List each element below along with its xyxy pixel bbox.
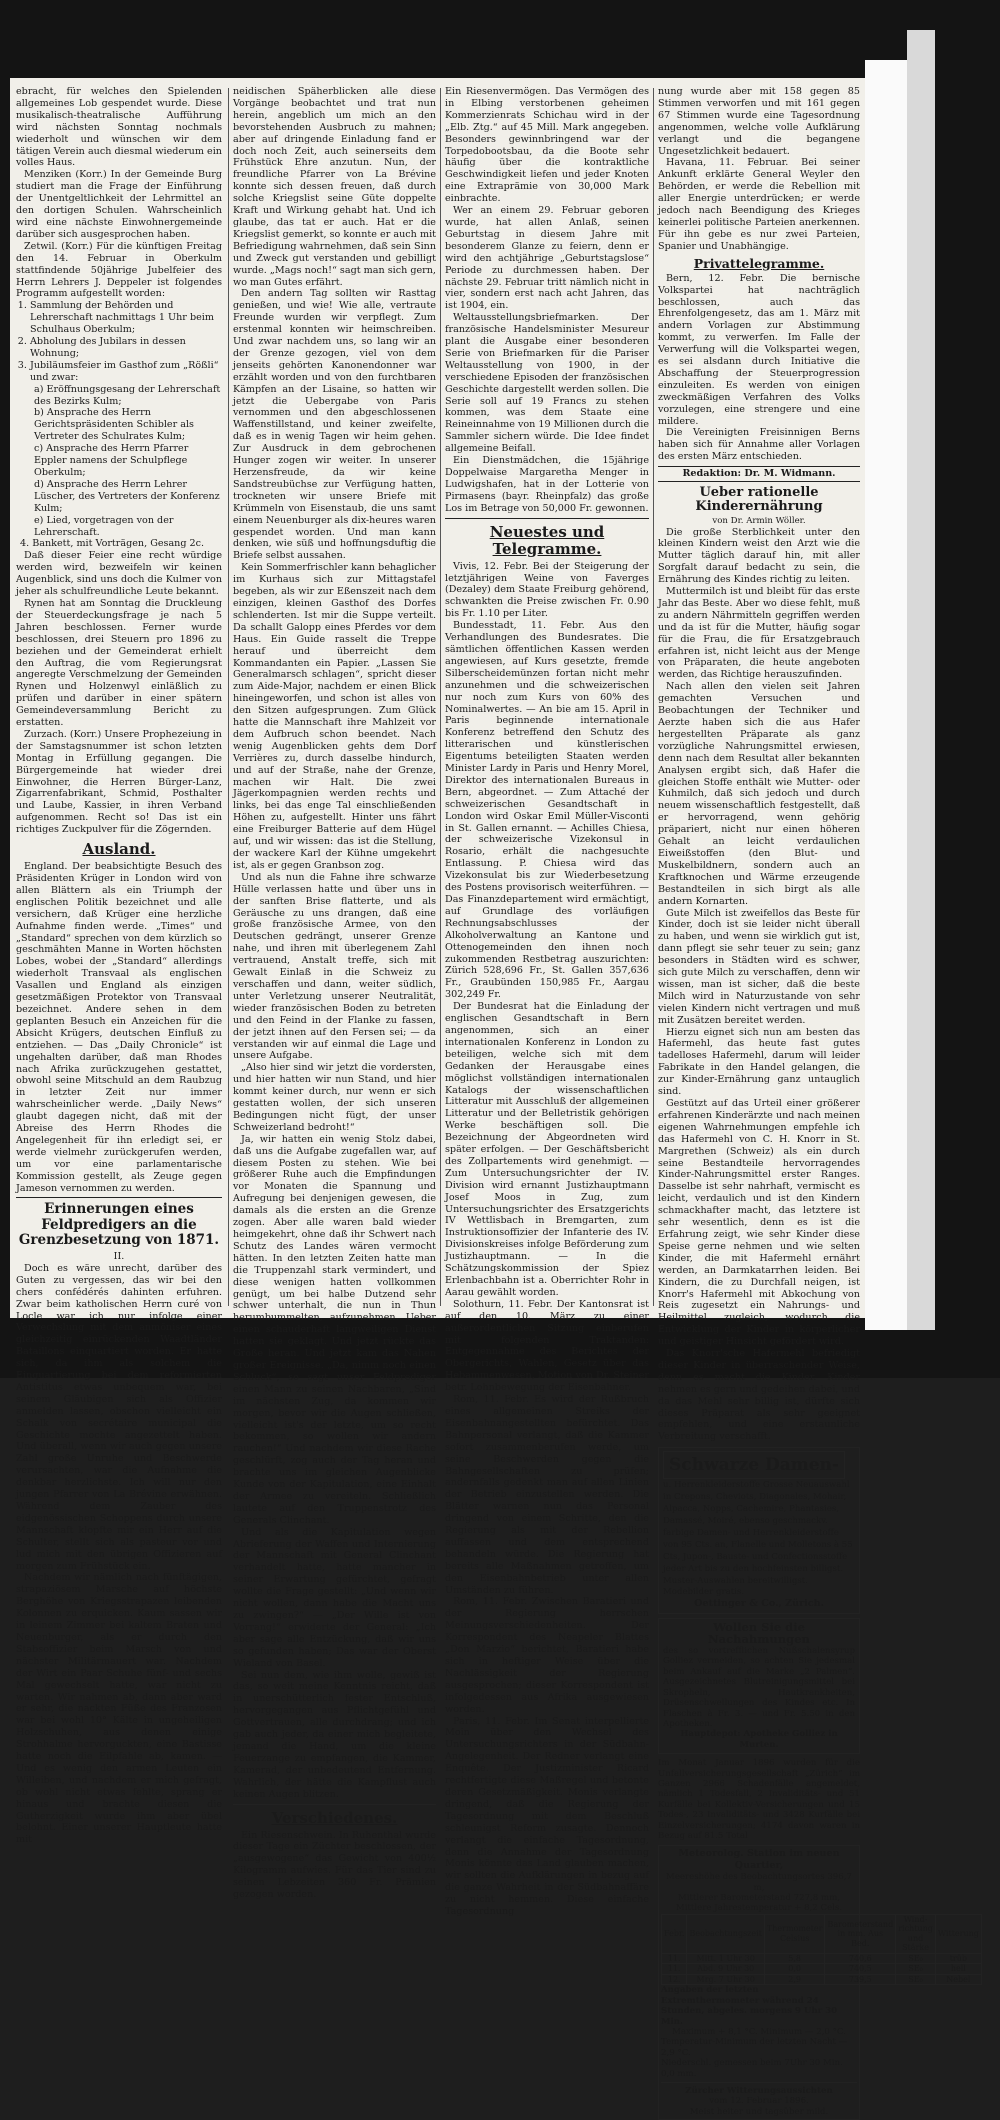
advertisement-golliez [658, 1618, 860, 1754]
weather-cell: 11. [662, 1953, 687, 1964]
column-4 [658, 86, 979, 2117]
weather-cell: 11. [662, 1964, 687, 1975]
column-2 [233, 86, 436, 1901]
feature-paragraph: Und als die Kapitulation wegen Abrieferung der Waffen und Internierung der Mannschaft mit General Clinchant verhandelt hatte, hatte mancher in seiner Erwartung gefürchtet, gefragt wollte die Frage gestellt: „Und wenn wir nicht wollen, dann habe die Macht uns zu zwingen?“ — „Der Wille ist von Vorrang!“ erwiderte der General: „Ich aber sage alle Entzückung, daß wir uns so gefunden haben; Das war der Oberst Wieland von Basel. [233, 1526, 436, 1669]
article-zetwil: Zetwil. (Korr.) Für die künftigen Freitag den 14. Februar in Oberkulm stattfindende 50jährige Jubelfeier des Herrn Lehrers J. Deppeler ist folgendes Programm aufgestellt worden: [16, 240, 222, 300]
divider [445, 518, 649, 519]
program-subitem: b) Ansprache des Herrn Gerichtspräsidenten Schibler als Vertreter des Schulrates Kulm; [34, 407, 194, 443]
telegram-rom: Rom, 11. Febr. Es wird der Rußbruch eines allgemeinen Streiks der Eisenbahnangestellten befürchtet. Das Bahnpersonal verlangt, daß die Kammer sofort zusammenberufen werde, um seine Beschwerden gegen die Bahngesellschaften zu prüfen; andernfalls gedenkt man auf allen Linien der Betrieb einzustellen werden. Die Blätter warnen nun das Personal dringend von einem Schritte, den die Regierung als mit der Rebellion auffassen und dem entsprechend behandeln würde. Die Regierung hat bereits alle Maßnahmen getroffen, um den Eisenbahnbetrieb unter allen Umständen zu führen. [445, 1394, 649, 1596]
forecast-text: Meist heiter und tagsüber mild. [689, 2106, 829, 2117]
divider [233, 1804, 436, 1805]
program-sublist [16, 384, 222, 539]
weather-cell: 5,8 [764, 1953, 825, 1964]
feature-paragraph: Doch es wäre unrecht, darüber des Guten zu vergessen, das wir bei den chers confédérés dahinten erfuhren. Zwar beim katholischen Herrn curé von Locle war ich nur infolge einer Verwechslung mit dem anmöniser eines gleichzeitig einrückenden Waadtländer Bataillons einquartiert worden. Er hatte sich, da ihm als solchem die Einquartierung bei dem reformierten Antistitus etwas unbequem war, bei seinem Gläubigen sich als Offizier anmelden lassen, obschon vielleicht ein Schalk von secrétaire municipal die Geschichte mochte angezettelt haben. Und überall, wenn wir auch gegen unsere Zahl große Unruhe und Beschwerde verursachten, war die Aufnahme die denkbar herzlichste. Ich will nur den jungen Pfarrer von La Brévine erwähnen. Während dem Zauber des eidgenössischen Schoppens durch unsere Mannschaft klopfte mir ein Herr auf die Schulter, stellt sich als pasteur vor und lud mich mit den übrigen Offizieren auf morgen zum Frühstück ein. [16, 1262, 222, 1572]
weather-note: Niederschl. gemessen beim 7Uhr 30 Min. 0,0 mm. [661, 2058, 843, 2079]
article-paragraph: Das Knorr'sche Hafermehl befriedigt dieser Kinder in überraschender Weise, denn es macht die Kinder. Kinder nehmen es gern und gedeihen dabei, und da das Mehl sehr billig ist, dürfte sich dieses Präparat als sehr geeignet empfehlen, und eine erstaunliche Verbreitung verschafft. [658, 1348, 861, 1443]
telegram-vivis: Vivis, 12. Febr. Bei der Steigerung der letztjährigen Weine von Faverges (Dezaley) dem Staate Freiburg gehörend, schwankten die Preise zwischen Fr. 0.90 bis Fr. 1.10 per Liter. [445, 560, 649, 620]
weather-note: Angaben der letzten Extremthermometer während 24 Stunden, abgeles. morgens 9 Uhr 30 Min. [661, 1985, 838, 2027]
article-briefmarken: Weltausstellungsbriefmarken. Der französische Handelsminister Mesureur plant die Ausgabe einer besonderen Serie von Briefmarken für die Pariser Weltausstellung von 1900, in der verschiedene Episoden der französischen Geschichte dargestellt werden sollen. Die Serie soll auf 19 Francs zu stehen kommen, was dem Staate eine Reineinnahme von 19 Millionen durch die Sammler sichern würde. Die Idee findet allgemeine Beifall. [445, 312, 650, 455]
weather-cell: 12. [662, 1974, 687, 1985]
telegram-bundesstadt: Bundesstadt, 11. Febr. Aus den Verhandlungen des Bundesrates. Die sämtlichen öffentlichen Kassen werden angewiesen, auf Kurs gesetzte, fremde Silberscheidemünzen fortan nicht mehr anzunehmen und die schweizerischen nur noch zum Kurs von 60% des Nominalwertes. — An bie am 15. April in Paris beginnende internationale Konferenz betreffend den Schutz des litterarischen und künstlerischen Eigentums beteiligten Staaten werden Minister Lardy in Paris und Henry Morel, Direktor des internationalen Bureaus in Bern, abgeordnet. — Zum Attaché der schweizerischen Gesandtschaft in London wird Oskar Emil Müller-Visconti in St. Gallen ernannt. — Achilles Chiesa, der schweizerische Vizekonsul in Rosario, erhält die nachgesuchte Entlassung. P. Chiesa wird das Vizekonsulat bis zur Wiederbesetzung des Postens provisorisch weiterführen. — Das Finanzdepartement wird ermächtigt, auf Grundlage des vorläufigen Rechnungsabschlusses der Alkoholverwaltung an Kantone und Ottenogemeinden den ihnen noch zukommenden Restbetrag auszurichten: Zürich 528,696 Fr., St. Gallen 357,636 Fr., Graubünden 150,985 Fr., Aargau 302,249 Fr. [445, 620, 649, 1001]
weather-subtitle: Mittlerer Barometerstand 727,8 mm, [677, 1893, 841, 1903]
weather-col-header: Wind-richtung und Stärke [896, 1914, 936, 1953]
feature-paragraph: neidischen Späherblicken alle diese Vorgänge beobachtet und trat nun herein, angeblich um mich an den bevorstehenden Ausbruch zu mahnen; aber auf dringende Einladung fand er doch noch Zeit, auch seinerseits dem Frühstück Ehre anzutun. Nun, der freundliche Pfarrer von La Brévine konnte sich dessen freuen, daß durch solche Kriegslist seine Güte doppelte Kraft und Wirkung gehabt hat. Und ich glaube, das tat er auch. Hat er die Kriegslist gemerkt, so konnte er auch mit Befriedigung wahrnehmen, daß sein Sinn und Zweck gut verstanden und gebilligt wurde. „Mags noch!“ sagt man sich gern, wo man Gutes erfährt. [233, 86, 436, 288]
article-paragraph: Muttermilch ist und bleibt für das erste Jahr das Beste. Aber wo diese fehlt, muß zu andern Nährmitteln gegriffen werden und da ist für die Mutter, häufig sogar für die Frau, die für Ersatzgebrauch erfahren ist, nicht leicht aus der Menge von Präparaten, die heute angeboten werden, das Richtige herauszufinden. [658, 586, 860, 681]
article-riesenvermoegen: Ein Riesenvermögen. Das Vermögen des in Elbing verstorbenen geheimen Kommerzienrats Schichau wird in der „Elb. Ztg.“ auf 45 Mill. Mark angegeben. Besonders gewinnbringend war der Torpedobootsbau, da die Boote sehr häufig über die kontraktliche Geschwindigkeit liefen und jeder Knoten eine Extraprämie von 30,000 Mark einbrachte. [445, 86, 649, 205]
ad-firm: Oettinger & Co., Zürich. [694, 1598, 824, 1610]
feature-heading: Erinnerungen eines Feldpredigers an die Grenzbesetzung von 1871. [18, 1201, 220, 1249]
feature-paragraph: Den andern Tag sollten wir Rasttag genießen, und wie! Wie alle, vertraute Freunde wurden wir verpflegt. Zum erstenmal konnten wir heimschreiben. Und zwar nachdem uns, so lang wir an der Grenze gezogen, viel von dem jenseits gehörten Kanonendonner war erzählt worden und von den furchtbaren Kämpfen an der Lisaine, so hatten wir jetzt die Uebergabe von Paris vernommen und den abgeschlossenen Waffenstillstand, und keiner zweifelte, daß es in wenig Tagen wir heim gehen. Zur Ausdruck in dem gebrochenen Hunger zogen wir weiter. In unserer Herzensfreude, da wir keine Sandstreubüchse zur Verfügung hatten, trockneten wir unsere Briefe mit Krümmeln von Eisenstaub, die uns samt einem Neuenburger als dix-heures waren gespendet worden. Und man kann denken, wie süß und hoffnungsduftig die Briefe selbst aussahen. [233, 288, 436, 562]
feature-paragraph: „Also hier sind wir jetzt die vordersten, und hier hatten wir nun Stand, und hier kommt keiner durch, nur wenn er sich gestatten wollen, der sich unseren Bedingungen nicht fügt, der unser Schweizerland bedroht!“ [233, 1062, 436, 1133]
forecast-title: Zürcher Witterungsaussichten [685, 2085, 833, 2096]
weather-cell: 740,6 [825, 1953, 896, 1964]
weather-row [662, 1974, 982, 1985]
feature-paragraph: Sei nun dem, wie ihm wolle, gewiß ist das, so weit meine Kenntnis reicht, daß in unerschütterlich fester Entschluß, hervorgegangen aus Pflichtgefühl und Gottvertrauen, alle durchdrang; und ich gab auch jeder, da einer mich begleitete, jemand die Hand, um die kleine Feuerzange zu empfangen, die Kammer, Kamerad, der unbedeutend Entfernung. Wahrlich, der hätte die Kampflust auch keinen Augen blitzen. [233, 1669, 436, 1800]
divider [16, 1197, 222, 1198]
column-3 [445, 86, 650, 1918]
weather-note: Maximum + 8,1 °C. Minimum — 2,0 °C. [672, 2026, 846, 2037]
article-rynen: Rynen hat am Sonntag die Druckleung der Steuerdeckungsfrage je nach 5 Jahren beschlossen. Ferner wurde beschlossen, drei Steuern pro 1896 zu beziehen und der Gemeinderat erhielt den Auftrag, die vom Regierungsrat angeregte Verschmelzung der Gemeinden Rynen und Holzenwyl einläßlich zu prüfen und darüber in einer spätern Gemeindeversammlung Bericht zu erstatten. [16, 597, 222, 729]
weather-cell: 739,5 [825, 1974, 896, 1985]
weather-col-header: Febr. [662, 1914, 687, 1953]
weather-cell: 2,9 [764, 1974, 825, 1985]
article-paragraph: Hierzu eignet sich nun am besten das Hafermehl, das heute fast gutes tadelloses Hafermehl, darum will leider Fabrikate in den Handel gelangen, die zur Kinder-Ernährung ganz untauglich sind. [658, 1026, 860, 1098]
weather-col-header: Beobachtungszeit [687, 1914, 764, 1953]
telegram-continued: nung wurde aber mit 158 gegen 85 Stimmen verworfen und mit 161 gegen 67 Stimmen wurde eine Tagesordnung angenommen, welche volle Aufklärung verlangt und die begangene Ungesetzlichkeit bedauert. [658, 86, 860, 157]
weather-col-header: Barometerstand in mm. Aus Bed. [825, 1914, 896, 1953]
telegram-solothurn: Solothurn, 11. Febr. Der Kantonsrat ist auf den 10. März zu einer außerordentlichen Sitzung einberufen mit folgenden Traktanden: Entgegennahme des Berichtes der Obergerichts, Wahlen, Gesetz über das Hebammenwesen, Motion von Dr. Steiner betr. Lohnbewegung der Eisenbahner. [445, 1298, 649, 1394]
telegram-paris: Paris, 11. Febr. Im Senat interpellierte Moin über den Wechsel des Untersuchungsrichters in der Südbahn-Angelegenheit. Der Redner verlangt eine Enquête. Der Justizminister Ricard rechtfertigte diese Maßregel und betonte deren Gesetzmäßigkeit. Monis verlangte dringend, daß die Regierung der Tagesordnung mit dem Beschluß schleunigst Reform zusagte. Dennoch verlangt die einfache Tagesordnung, denn die Annahme der Tagesordnung Monis könnte das Land glauben machen, wir sollten die Aufklärungen in bezug auf die ganze Wahrheit in der Südbahnaffäre zu nicht hemmen. Diese einfache Tagesordnung [445, 1715, 649, 1918]
article-paragraph: ebracht, für welches den Spielenden allgemeines Lob gespendet wurde. Diese musikalisch-theatralische Aufführung wird nächsten Sonntag nochmals wiederholt und wünschen wir dem tätigen Verein auch diesmal wiederum ein volles Haus. [16, 86, 222, 169]
weather-cell: 740,5 [825, 1964, 896, 1975]
divider [661, 2082, 857, 2083]
weather-cell: trüb [935, 1953, 981, 1964]
telegram-bundesrat: Der Bundesrat hat die Einladung der englischen Gesandtschaft in Bern angenommen, sich an einer internationalen Konferenz in London zu beteiligen, welche sich mit dem Gedanken der Herausgabe eines möglichst vollständigen internationalen Katalogs der wissenschaftlichen Litteratur mit Ausschluß der allgemeinen Litteratur und der Belletristik gehörigen Werke beschäftigen soll. Die Bezeichnung der Abgeordneten wird später erfolgen. — Der Geschäftsbericht des Zollpartements wird genehmigt. — Zum Untersuchungsrichter der IV. Division wird ernannt Justizhauptmann Josef Moos in Zug, zum Untersuchungsrichter des Ersatzgerichts IV Wettlisbach in Bremgarten, zum Instruktionsoffizier der Infanterie des IV. Divisionskreises infolge Beförderung zum Justizhauptmann. — In die Schätzungskommission der Spiez Erlenbachbahn ist a. Oberrichter Rohr in Aarau gewählt worden. [445, 1001, 649, 1298]
newspaper-page [10, 78, 979, 2117]
article-menziken: Menziken (Korr.) In der Gemeinde Burg studiert man die Frage der Einführung der Unentgeltlichkeit der Lehrmittel an den dortigen Schulen. Wahrscheinlich wird eine nächste Einwohnergemeinde darüber sich ausgesprochen haben. [16, 169, 222, 240]
weather-cell: Nebel [935, 1974, 981, 1985]
feature-paragraph: Ja, wir hatten ein wenig Stolz dabei, daß uns die Aufgabe zugefallen war, auf diesem Posten zu stehen. Wie bei größerer Ruhe auch die Empfindungen vor Monaten die Spannung und Aufregung bei denjenigen gewesen, die damals als die ersten an die Grenze zogen. Aber alle waren bald wieder heimgekehrt, ohne daß ihr Schwert nach Schutz des Landes wären vermocht hätten. In den letzten Zeiten hatte man die Truppenzahl stark vermindert, und diese wenigen hatten vollkommen genügt, um bei halbe Dutzend sehr schwer unterhalt, die nun in Thun herumbummelten, aufzunehmen. Ueber einen schauderhaft langweiligen Dienst hatten sie geklagt. Und jetzt rückte das Große heran. Und jetzt kam das Nahen großer Ereignisse. „Da, nimm noch einen Schluck“, so sagt unser Feldprediger einen Mann zu seinen Nachbaren, „Sind im nächsten Zug, da kommen wir morgen, bevor wir die Augen schließen, vielleicht ist's der letzte, um so recht bekommen, so wollen wir andern rauchen!“ Und nachdem wir diese Rache geschlürft, zog auch der Tag heran und brachte uns im gleichen Augenblicke Kunde von der Kapitulation, eine Einhalt der Armee zu vereiteln. Schließlich lautete auf den Truppenstrotz des Generals Clinchant. [233, 1133, 436, 1526]
program-item: 1. Sammlung der Behörden und Lehrerschaft nachmittags 1 Uhr beim Schulhaus Oberkulm; [30, 300, 222, 336]
section-heading-telegramme: Neuestes und Telegramme. [489, 522, 605, 558]
section-heading-ausland: Ausland. [82, 840, 156, 859]
article-heading-kinderernaehrung: Ueber rationelle Kinderernährung [695, 485, 823, 515]
feature-paragraph: Kein Sommerfrischler kann behaglicher im Kurhaus sich zur Mittagstafel begeben, als wir zur Eßenszeit nach dem einzigen, kleinen Gasthof des Dorfes schlenderten. Ist mir die Suppe verteilt. Da schallt Galopp eines Pferdes vor dem Haus. Ein Guide rasselt die Treppe herauf und überreicht dem Kommandanten ein Papier. „Lassen Sie Generalmarsch schlagen“, spricht dieser zum Aide-Major, nachdem er einen Blick hineingeworfen, und schon ist alles von den Sitzen aufgesprungen. Zum Glück hatte die Mannschaft ihre Mahlzeit vor dem Aufbruch schon beendet. Nach wenig Augenblicken gehts dem Dorf Verrières zu, durch dasselbe hindurch, und auf der Straße, nahe der Grenze, machen wir Halt. Die zwei Jägerkompagnien werden rechts und links, bei das enge Tal einschließenden Höhen zu, aufgestellt. Hinter uns fährt eine Freiburger Batterie auf dem Hügel auf, und wir wissen: das ist die Stellung, der wackere Karl der Kühne umgekehrt ist, als er gegen Granbson zog. [233, 562, 436, 871]
part-number: II. [113, 1250, 125, 1262]
program-item-4: 4. Bankett, mit Vorträgen, Gesang 2c. [20, 538, 205, 550]
weather-cell: Mitt. 1 Uhr 30 [687, 1953, 764, 1964]
section-heading-verschiedenes: Verschiedenes. [271, 1808, 398, 1827]
program-subitem: a) Eröffnungsgesang der Lehrerschaft des Bezirks Kulm; [34, 383, 221, 407]
weather-cell: SE₀ [896, 1964, 936, 1975]
ad-title: Schwarze Damen- [663, 1451, 845, 1479]
telegram-havana: Havana, 11. Februar. Bei seiner Ankunft erklärte General Weyler den Behörden, er werde die Rebellion mit aller Energie unterdrücken; er werde jedoch nach Beendigung des Krieges keinerlei politische Parteien anerkennen. Für ihn gebe es nur zwei Parteien, Spanier und Unabhängige. [658, 157, 860, 252]
ad-title: Wollen Sie die Nachahmungen [708, 1620, 810, 1647]
weather-cell: hell [935, 1964, 981, 1975]
article-paragraph: Die große Sterblichkeit unter den kleinen Kindern weist den Arzt wie die Mutter täglich darauf hin, mit aller Sorgfalt darauf bedacht zu sein, die Ernährung des Kindes richtig zu leiten. [658, 526, 860, 586]
article-paragraph: Gestützt auf das Urteil einer größerer erfahrenen Kinderärzte und nach meinen eigenen Wahrnehmungen empfehle ich das Hafermehl von C. H. Knorr in St. Margrethen (Schweiz) als ein durch seine Bestandteile hervorragendes Kinder-Nahrungsmittel erster Ranges. Dasselbe ist sehr nahrhaft, vermischt es leicht, verdaulich und ist den Kindern schmackhafter macht, das letztere ist sehr wesentlich, denn es ist die Erfahrung zeigt, wie sehr Kinder diese Speise gerne nehmen und wie selten Kinder, die mit Hafermehl ernährt werden, an Darmkatarrhen leiden. Bei Kindern, die zu Durchfall neigen, ist Knorr's Hafermehl mit Abkochung von Reis zugesetzt ein Nahrungs- und Heilmittel zugleich, wodurch die Entwicklung der Kinder in körperlicher und geistiger Hinsicht gefördert wird. [658, 1098, 860, 1348]
telegram-freisinnige: Die Vereinigten Freisinnigen Berns haben sich für Annahme aller Vorlagen des ersten März entschieden. [658, 427, 860, 463]
program-list [16, 300, 222, 383]
section-heading-privattelegramme: Privattelegramme. [693, 255, 825, 271]
column-rule [440, 88, 441, 1306]
weather-cell: Abd. 9 Uhr 30 [687, 1964, 764, 1975]
program-subitem: d) Ansprache des Herrn Lehrer Lüscher, des Vertreters der Konferenz Kulm; [34, 478, 220, 514]
column-rule [653, 88, 654, 1306]
article-zurzach: Zurzach. (Korr.) Unsere Prophezeiung in der Samstagsnummer ist schon letzten Montag in Erfüllung gegangen. Die Bürgergemeinde hat wieder drei Einwohner, die Herren Bürger-Lanz, Zigarrenfabrikant, Schmid, Posthalter und Laube, Kassier, in ihren Verband aufgenommen. Recht so! Das ist ein richtiges Zuckpulver für die Zögernden. [16, 728, 222, 836]
telegram-bern: Bern, 12. Febr. Die bernische Volkspartei hat nachträglich beschlossen, auch das Ehrenfolgengesetz, das am 1. März mit andern Vorlagen zur Abstimmung kommt, zu verwerfen. Im Falle der Verwerfung will die Volkspartei wegen, es sei alsdann durch Initiative die Abschaffung der Steuerprogression einzuleiten. Es werden von einigen zweckmäßigen Verfahren des Volks vorzulegen, eine strengere und eine mildere. [658, 272, 860, 427]
page-edge-shadow [907, 30, 935, 1330]
weather-note: Temperatur-Minimum der letzten Nacht — 2,9 °C. [661, 2037, 848, 2058]
article-riesenschwein: Ein Riesenschwein. In Ruhenthal wurde dieser Tage ein Züchter beschlossen, der „ausgewogene“ das Gewicht von 400½ Kilogramm aufwies. Für das Tier sind zu seinen Lebzeiten 360 Fr. Prämien gezogen worden. [233, 1829, 436, 1901]
article-paragraph: Gute Milch ist zweifellos das Beste für Kinder, doch ist sie leider nicht überall zu haben, und wenn sie wirklich gut ist, dann pflegt sie sehr teuer zu sein; ganz besonders in Städten wird es schwer, sich gute Milch zu verschaffen, denn wir wissen, man ist sicher, daß die beste Milch wird in Naturzustande von sehr vielen Kindern nicht vertragen und muß mit Zusätzen bereitet werden. [658, 907, 860, 1026]
telegram-rom: Rom, 11. Febr. Zwischen Baratieri und der Regierung herrschen Meinungsverschiedenheiten. Der Korrespondent des Neapeler Blattes „Don Marzio“ berichtet, Baratieri habe sich in heftiger Weise über die Nachlässigkeit der Regierung ausgesprochen; dieser Korrespondent ist infolgedessen aus Afrika ausgewiesen worden. [445, 1596, 649, 1715]
weather-subtitle: Meereshöhe des Beobachtungsortes 396,7 m, [666, 1872, 852, 1893]
advertisement-unfall: Im Monat Januar 1896 wurden für die Unfallversicherungsgesellschaft „Zürich“ im Ganzen 2966 Schadenfälle angemeldet, nämlich 1 Todesfall, 2 Invaliditäts- und 51 Kurfälle bei Kollektiv-Versicherungen und 15 Todes-, 23 Invaliditäts- und 3428 Kurfälle bei Einzelversicherungen; 4174 davon waren in Bezug auf 81.5 Total [658, 1758, 860, 1841]
weather-report [658, 1845, 979, 2120]
weather-table-header [662, 1914, 982, 1953]
weather-table [661, 1914, 982, 1986]
program-item: 2. Abholung des Jubilars in dessen Wohnung; [30, 336, 222, 360]
article-paragraph: Nach allen den vielen seit Jahren gemachten Versuchen und Beobachtungen der Techniker und Aerzte haben sich die aus Hafer hergestellten Präparate als ganz vorzügliche Nahrungsmittel erwiesen, denn nach dem Resultat aller bekannten Analysen ergibt sich, daß Hafer die gleichen Stoffe enthält wie Mutter- oder Kuhmilch, daß sich jedoch und durch neuem wissenschaftlich festgestellt, daß er hervorragend, wenn gehörig präpariert, nicht nur einen höheren Gehalt an leicht verdaulichen Eiweißstoffen (den Blut- und Muskelbildnern, sondern auch an Kraftknochen und Wärme erzeugende Bestandteilen in sich birgt als alle andern Kornarten. [658, 681, 860, 907]
editor-line: Redaktion: Dr. M. Widmann. [658, 466, 860, 482]
weather-cell: Mrg. 7 Uhr 30 [687, 1974, 764, 1985]
column-rule [228, 88, 229, 1306]
weather-col-header: Thermometer Celsius [764, 1914, 825, 1953]
article-dienstmaedchen: Ein Dienstmädchen, die 15jährige Doppelwaise Margaretha Menger in Ludwigshafen, hat in der Lotterie von Pirmasens (bayr. Rheinpfalz) das große Los im Betrage von 50,000 Fr. gewonnen. [445, 455, 649, 514]
feature-paragraph: Und als nun die Fahne ihre schwarze Hülle verlassen hatte und über uns in der sanften Brise flatterte, und als Geräusche zu uns drangen, daß eine große französische Armee, von den Deutschen gedrängt, unserer Grenze nahe, und ihren mit überlegenem Zahl vertrauend, Anstalt treffe, sich mit Gewalt Einlaß in die Schweiz zu verschaffen und dann, weiter südlich, unter Verletzung unserer Neutralität, wieder französischen Boden zu betreten und den Feind in der Flanke zu fassen, der jetzt ihnen auf den Fersen sei; — da verstanden wir auf einmal die Lage und unsere Aufgabe. [233, 871, 436, 1062]
weather-row [662, 1964, 982, 1975]
weather-subtitle: Mittlere Jahrestemperatur + 8,2 Cels. [675, 1903, 843, 1914]
ad-text: u. Herrenkleiderstoffe Grosse Neuauswahl in Crepons, Cheviots, Diagonales, Mohair, Alpacca, Nopps, Cachemire, Phantasies, Damassé, Moiré, ebenso geschmackv. farbige Damen- und Herrenkleiderstoffe von 95 Cts. an, Flanelle und Molletons à 55 Cts, Jupon-, Bauste- und Confectionsstoffe jeder Art bis zu den hochfeinsten billigst. Muster-Auswahlen bereitwilligst. Modebilder gratis. [663, 1480, 853, 1598]
weather-cell: SE₀ [896, 1953, 936, 1964]
weather-col-header: Witterung [935, 1914, 981, 1953]
advertisement-schwarze-damen [658, 1447, 860, 1614]
page-edge [865, 60, 907, 1330]
article-paragraph: Daß dieser Feier eine recht würdige werden wird, bezweifeln wir keinen Augenblick, sind uns doch die Kulmer von jeher als schulfreundliche Leute bekannt. [16, 550, 222, 598]
program-item: 3. Jubiläumsfeier im Gasthof zum „Rößli“ und zwar: [30, 360, 222, 384]
ad-depot: Hauptdepot: Apotheke Golliez in Murten. [680, 1729, 838, 1750]
program-subitem: c) Ansprache des Herrn Pfarrer Eppler namens der Schulpflege Oberkulm; [34, 443, 189, 478]
forecast-date: vom 12. Februar 1896. [709, 2096, 809, 2107]
article-author: von Dr. Armin Wöller. [712, 516, 806, 527]
column-1 [16, 86, 222, 1846]
ad-text: des so vortrefflichen Nußschalensyrup Golliez vermeiden, so achten Sie jedesmal beim Ankauf auf die Marke „2 Palmen“. Ausgezeichnetes Blutreinigungsmittel bei Skropheln, Hautkrankheiten, Drüsenschwellungen des Kindes etc. In Flaschen à Fr. 3. — und Fr. 5.50 in den Apotheken. [663, 1646, 855, 1729]
feature-paragraph: Nachdem wir nämlich nach fünftägigen, strapaziösem Marsche auf höchste Berghöhe von Kriegsstrapazen leibenden Kolonnen zu erquicken. Kaum sassen wir in leinem Zimmer bei kaltem Braten und Neuenburger, als er durch den Stabsoffizier beim Marsch von und nächster Militärmauert war. Nachdem der Wirt ein Paar Schuhe fünf- und sechs Mal gewechselt hatte, war nicht zu warten. Wir nahmen ab, dann aber ward er sehr, die nackten Füße des Franzosen war bei wohl 10° Kälte in ungeheiligen Holzschuhen, aus denen einige Strohhalme hervorguckten, eine Bastisse hatte noch die Eilpfahle ab, kamen. — Und es wenig den armen Leuten ein Willeiben, und nachdem er mich gefragt, ob wohl nicht etwas fehlte, sprang er hinaus und brachte diesen die Gutherzigkeit wurde ihm aber übel belohnt. Einer unserer Hauptleute hatte mit [16, 1572, 222, 1846]
weather-row [662, 1953, 982, 1964]
program-subitem: e) Lied, vorgetragen von der Lehrerschaft. [34, 514, 174, 538]
weather-title: Meteorolog. Station im neuen Quartier, [678, 1848, 840, 1872]
article-29-februar: Wer an einem 29. Februar geboren wurde, hat allen Anlaß, seinen Geburtstag in diesem Jahre mit besonderem Glanze zu feiern, denn er wird den achtjährige „Geburtstagslose“ Periode zu durchmessen haben. Der nächste 29. Februar tritt nämlich nicht in vier, sondern erst nach acht Jahren, das ist 1904, ein. [445, 205, 649, 312]
weather-cell: 0,0 [764, 1964, 825, 1975]
article-england: England. Der beabsichtigte Besuch des Präsidenten Krüger in London wird von allen Blättern als ein Triumph der englischen Politik bezeichnet und alle versichern, daß Krüger eine herzliche Aufnahme finden werde. „Times“ und „Standard“ sprechen von dem kürzlich so geschmähten Manne in Worten höchsten Lobes, wobei der „Standard“ allerdings wiederholt Transvaal als englischen Vasallen und England als einzigen gesetzmäßigen Protektor von Transvaal bezeichnet. Andere sehen in dem geplanten Besuch ein Anzeichen für die Absicht Krügers, deutschen Einfluß zu entziehen. — Das „Daily Chronicle“ ist ungehalten darüber, daß man Rhodes nach Afrika zurückzugehen gestattet, obwohl seine Mitschuld an dem Raubzug in letzter Zeit nur immer wahrscheinlicher werde. „Daily News“ glaubt dagegen nicht, daß mit der Abreise des Herrn Rhodes die Angelegenheit für ihn erledigt sei, er werde vielmehr zurückgerufen werden, um vor eine parlamentarische Kommission gestellt, als Zeuge gegen Jameson vernommen zu werden. [16, 861, 222, 1194]
weather-cell: SE₀ [896, 1974, 936, 1985]
